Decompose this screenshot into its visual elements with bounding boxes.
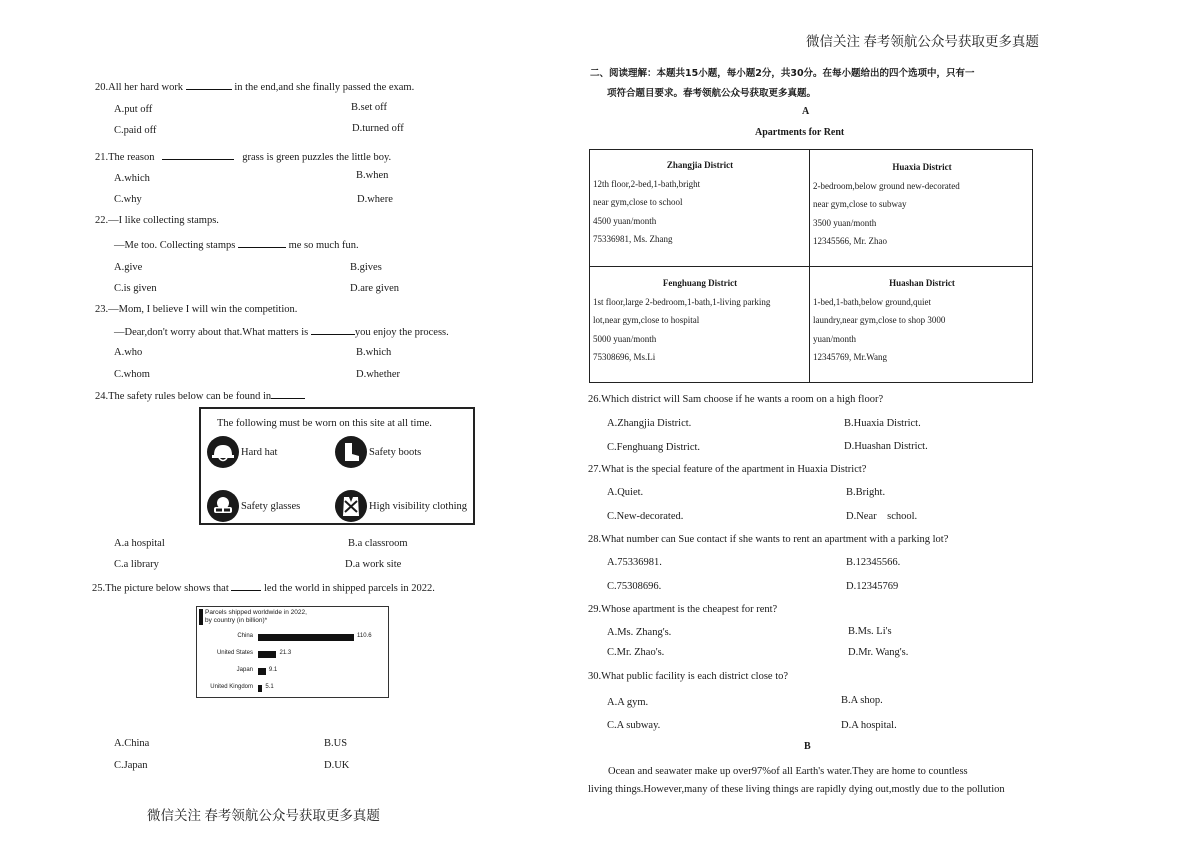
sign-item-label: Safety glasses: [241, 500, 301, 512]
option-28d[interactable]: D.12345769: [846, 581, 899, 592]
option-29a[interactable]: A.Ms. Zhang's.: [607, 627, 672, 638]
parcel-bar-chart: [196, 606, 389, 698]
option-25c[interactable]: C.Japan: [114, 760, 148, 771]
sign-item-label: High visibility clothing: [369, 500, 468, 512]
chart-category-label: Japan: [236, 667, 253, 673]
apartment-cell-huashan: [813, 274, 1031, 367]
option-28a[interactable]: A.75336981.: [607, 557, 662, 568]
option-24c[interactable]: C.a library: [114, 559, 159, 570]
option-22a[interactable]: A.give: [114, 262, 143, 273]
option-30a[interactable]: A.A gym.: [607, 697, 649, 708]
option-30c[interactable]: C.A subway.: [607, 720, 661, 731]
option-25d[interactable]: D.UK: [324, 760, 350, 771]
chart-value-label: 5.1: [265, 684, 274, 690]
chart-value-label: 9.1: [268, 667, 278, 673]
question-30: 30.What public facility is each district close to?: [588, 671, 789, 682]
option-23d[interactable]: D.whether: [356, 369, 401, 380]
apartment-contact: 12345566, Mr. Zhao: [813, 236, 887, 246]
question-28: 28.What number can Sue contact if she wants to rent an apartment with a parking lot?: [588, 534, 949, 545]
option-28c[interactable]: C.75308696.: [607, 581, 662, 592]
apartments-table: [589, 149, 1033, 383]
apartment-cell-fenghuang: [593, 274, 807, 367]
chart-title: Parcels shipped worldwide in 2022, by country (in billion)*: [205, 609, 307, 624]
option-24a[interactable]: A.a hospital: [114, 538, 165, 549]
option-25a[interactable]: A.China: [114, 738, 150, 749]
chart-title-marker: [199, 609, 203, 625]
district-name: Fenghuang District: [662, 278, 738, 288]
passage-b-letter: B: [804, 741, 811, 752]
sign-item-label: Hard hat: [241, 446, 278, 458]
option-30b[interactable]: B.A shop.: [841, 695, 883, 706]
sign-item-hard-hat: [207, 436, 277, 468]
apartment-contact: 75336981, Ms. Zhang: [593, 234, 673, 244]
apartment-price: 4500 yuan/month: [593, 215, 657, 226]
table-divider-horizontal: [590, 266, 1032, 267]
passage-a-letter: A: [802, 106, 810, 117]
apartment-detail: near gym,close to school: [593, 197, 683, 207]
apartment-contact: 12345769, Mr.Wang: [813, 352, 888, 362]
question-27: 27.What is the special feature of the apartment in Huaxia District?: [588, 464, 867, 475]
question-25: 25.The picture below shows that led the world in shipped parcels in 2022.: [92, 583, 435, 594]
option-23c[interactable]: C.whom: [114, 369, 150, 380]
option-29d[interactable]: D.Mr. Wang's.: [848, 647, 909, 658]
district-name: Huashan District: [889, 278, 955, 288]
chart-bar: [258, 668, 266, 675]
question-26: 26.Which district will Sam choose if he wants a room on a high floor?: [588, 394, 884, 405]
question-23-line2: —Dear,don't worry about that.What matters is you enjoy the process.: [114, 327, 449, 338]
chart-value-label: 110.6: [357, 633, 372, 639]
question-21: 21.The reason grass is green puzzles the little boy.: [95, 152, 392, 163]
boot-icon: [335, 436, 367, 468]
watermark-bottom: 微信关注 春考领航公众号获取更多真题: [147, 808, 380, 823]
apartment-contact: 75308696, Ms.Li: [593, 352, 656, 362]
chart-bar: [258, 651, 276, 658]
sign-item-safety-boots: [335, 436, 421, 468]
option-21c[interactable]: C.why: [114, 194, 142, 205]
option-26c[interactable]: C.Fenghuang District.: [607, 442, 701, 453]
question-24: 24.The safety rules below can be found in: [95, 389, 305, 402]
option-21d[interactable]: D.where: [357, 194, 393, 205]
apartment-price: 3500 yuan/month: [813, 217, 877, 228]
option-22c[interactable]: C.is given: [114, 283, 157, 294]
apartment-detail: near gym,close to subway: [813, 199, 907, 209]
option-30d[interactable]: D.A hospital.: [841, 720, 897, 731]
chart-bar: [258, 634, 354, 641]
chart-category-label: United Kingdom: [210, 684, 253, 690]
option-26b[interactable]: B.Huaxia District.: [844, 418, 921, 429]
option-21b[interactable]: B.when: [356, 170, 389, 181]
option-22d[interactable]: D.are given: [350, 283, 399, 294]
option-27a[interactable]: A.Quiet.: [607, 487, 644, 498]
apartment-detail: 1st floor,large 2-bedroom,1-bath,1-living parking: [593, 296, 771, 307]
apartment-detail: 1-bed,1-bath,below ground,quiet: [813, 296, 931, 307]
district-name: Zhangjia District: [666, 160, 734, 170]
option-22b[interactable]: B.gives: [350, 262, 382, 273]
apartment-detail: 2-bedroom,below ground new-decorated: [813, 180, 960, 191]
option-27c[interactable]: C.New-decorated.: [607, 511, 684, 522]
option-29c[interactable]: C.Mr. Zhao's.: [607, 647, 665, 658]
sign-item-safety-glasses: [207, 490, 300, 522]
option-24d[interactable]: D.a work site: [345, 559, 402, 570]
passage-a-title: Apartments for Rent: [755, 127, 845, 138]
apartment-detail: laundry,near gym,close to shop 3000: [813, 315, 946, 325]
option-26d[interactable]: D.Huashan District.: [844, 441, 928, 452]
option-29b[interactable]: B.Ms. Li's: [848, 626, 892, 637]
watermark-top: 微信关注 春考领航公众号获取更多真题: [806, 34, 1039, 49]
sign-item-high-visibility-clothing: [335, 490, 467, 522]
option-26a[interactable]: A.Zhangjia District.: [607, 418, 692, 429]
chart-value-label: 21.3: [279, 650, 292, 656]
district-name: Huaxia District: [892, 162, 952, 172]
option-24b[interactable]: B.a classroom: [348, 538, 408, 549]
option-23a[interactable]: A.who: [114, 347, 143, 358]
apartment-cell-zhangjia: [593, 156, 807, 249]
chart-category-label: China: [237, 633, 253, 639]
apartment-price: yuan/month: [813, 333, 856, 344]
question-29: 29.Whose apartment is the cheapest for rent?: [588, 604, 778, 615]
option-20d[interactable]: D.turned off: [352, 123, 404, 134]
hi-vis-vest-icon: [335, 490, 367, 522]
apartment-price: 5000 yuan/month: [593, 333, 657, 344]
section-heading-line1: 二、阅读理解：本题共15小题，每小题2分，共30分。在每小题给出的四个选项中，只有一: [590, 68, 975, 79]
chart-category-label: United States: [216, 650, 253, 656]
option-20b[interactable]: B.set off: [351, 102, 387, 113]
option-28b[interactable]: B.12345566.: [846, 557, 901, 568]
option-27d[interactable]: D.Near school.: [846, 511, 918, 522]
apartment-detail: 12th floor,2-bed,1-bath,bright: [593, 178, 701, 189]
option-21a[interactable]: A.which: [114, 173, 150, 184]
safety-glasses-icon: [207, 490, 239, 522]
question-20: 20.All her hard work in the end,and she finally passed the exam.: [95, 82, 415, 93]
option-20c[interactable]: C.paid off: [114, 125, 157, 136]
question-22-line1: 22.—I like collecting stamps.: [95, 215, 219, 226]
sign-item-label: Safety boots: [369, 446, 422, 458]
section-heading-line2: 项符合题目要求。春考领航公众号获取更多真题。: [607, 88, 817, 99]
apartment-cell-huaxia: [813, 158, 1031, 251]
hard-hat-icon: [207, 436, 239, 468]
option-25b[interactable]: B.US: [324, 738, 348, 749]
safety-sign-header: The following must be worn on this site at all time.: [217, 418, 432, 429]
option-27b[interactable]: B.Bright.: [846, 487, 886, 498]
option-23b[interactable]: B.which: [356, 347, 392, 358]
chart-bar: [258, 685, 262, 692]
question-23-line1: 23.—Mom, I believe I will win the competition.: [95, 304, 298, 315]
passage-b-line1: Ocean and seawater make up over97%of all Earth's water.They are home to countless: [608, 766, 968, 777]
safety-sign: [199, 407, 475, 525]
apartment-detail: lot,near gym,close to hospital: [593, 315, 700, 325]
question-22-line2: —Me too. Collecting stamps me so much fun.: [114, 240, 359, 251]
passage-b-line2: living things.However,many of these living things are rapidly dying out,mostly due to the pollution: [588, 784, 1005, 795]
option-20a[interactable]: A.put off: [114, 104, 153, 115]
